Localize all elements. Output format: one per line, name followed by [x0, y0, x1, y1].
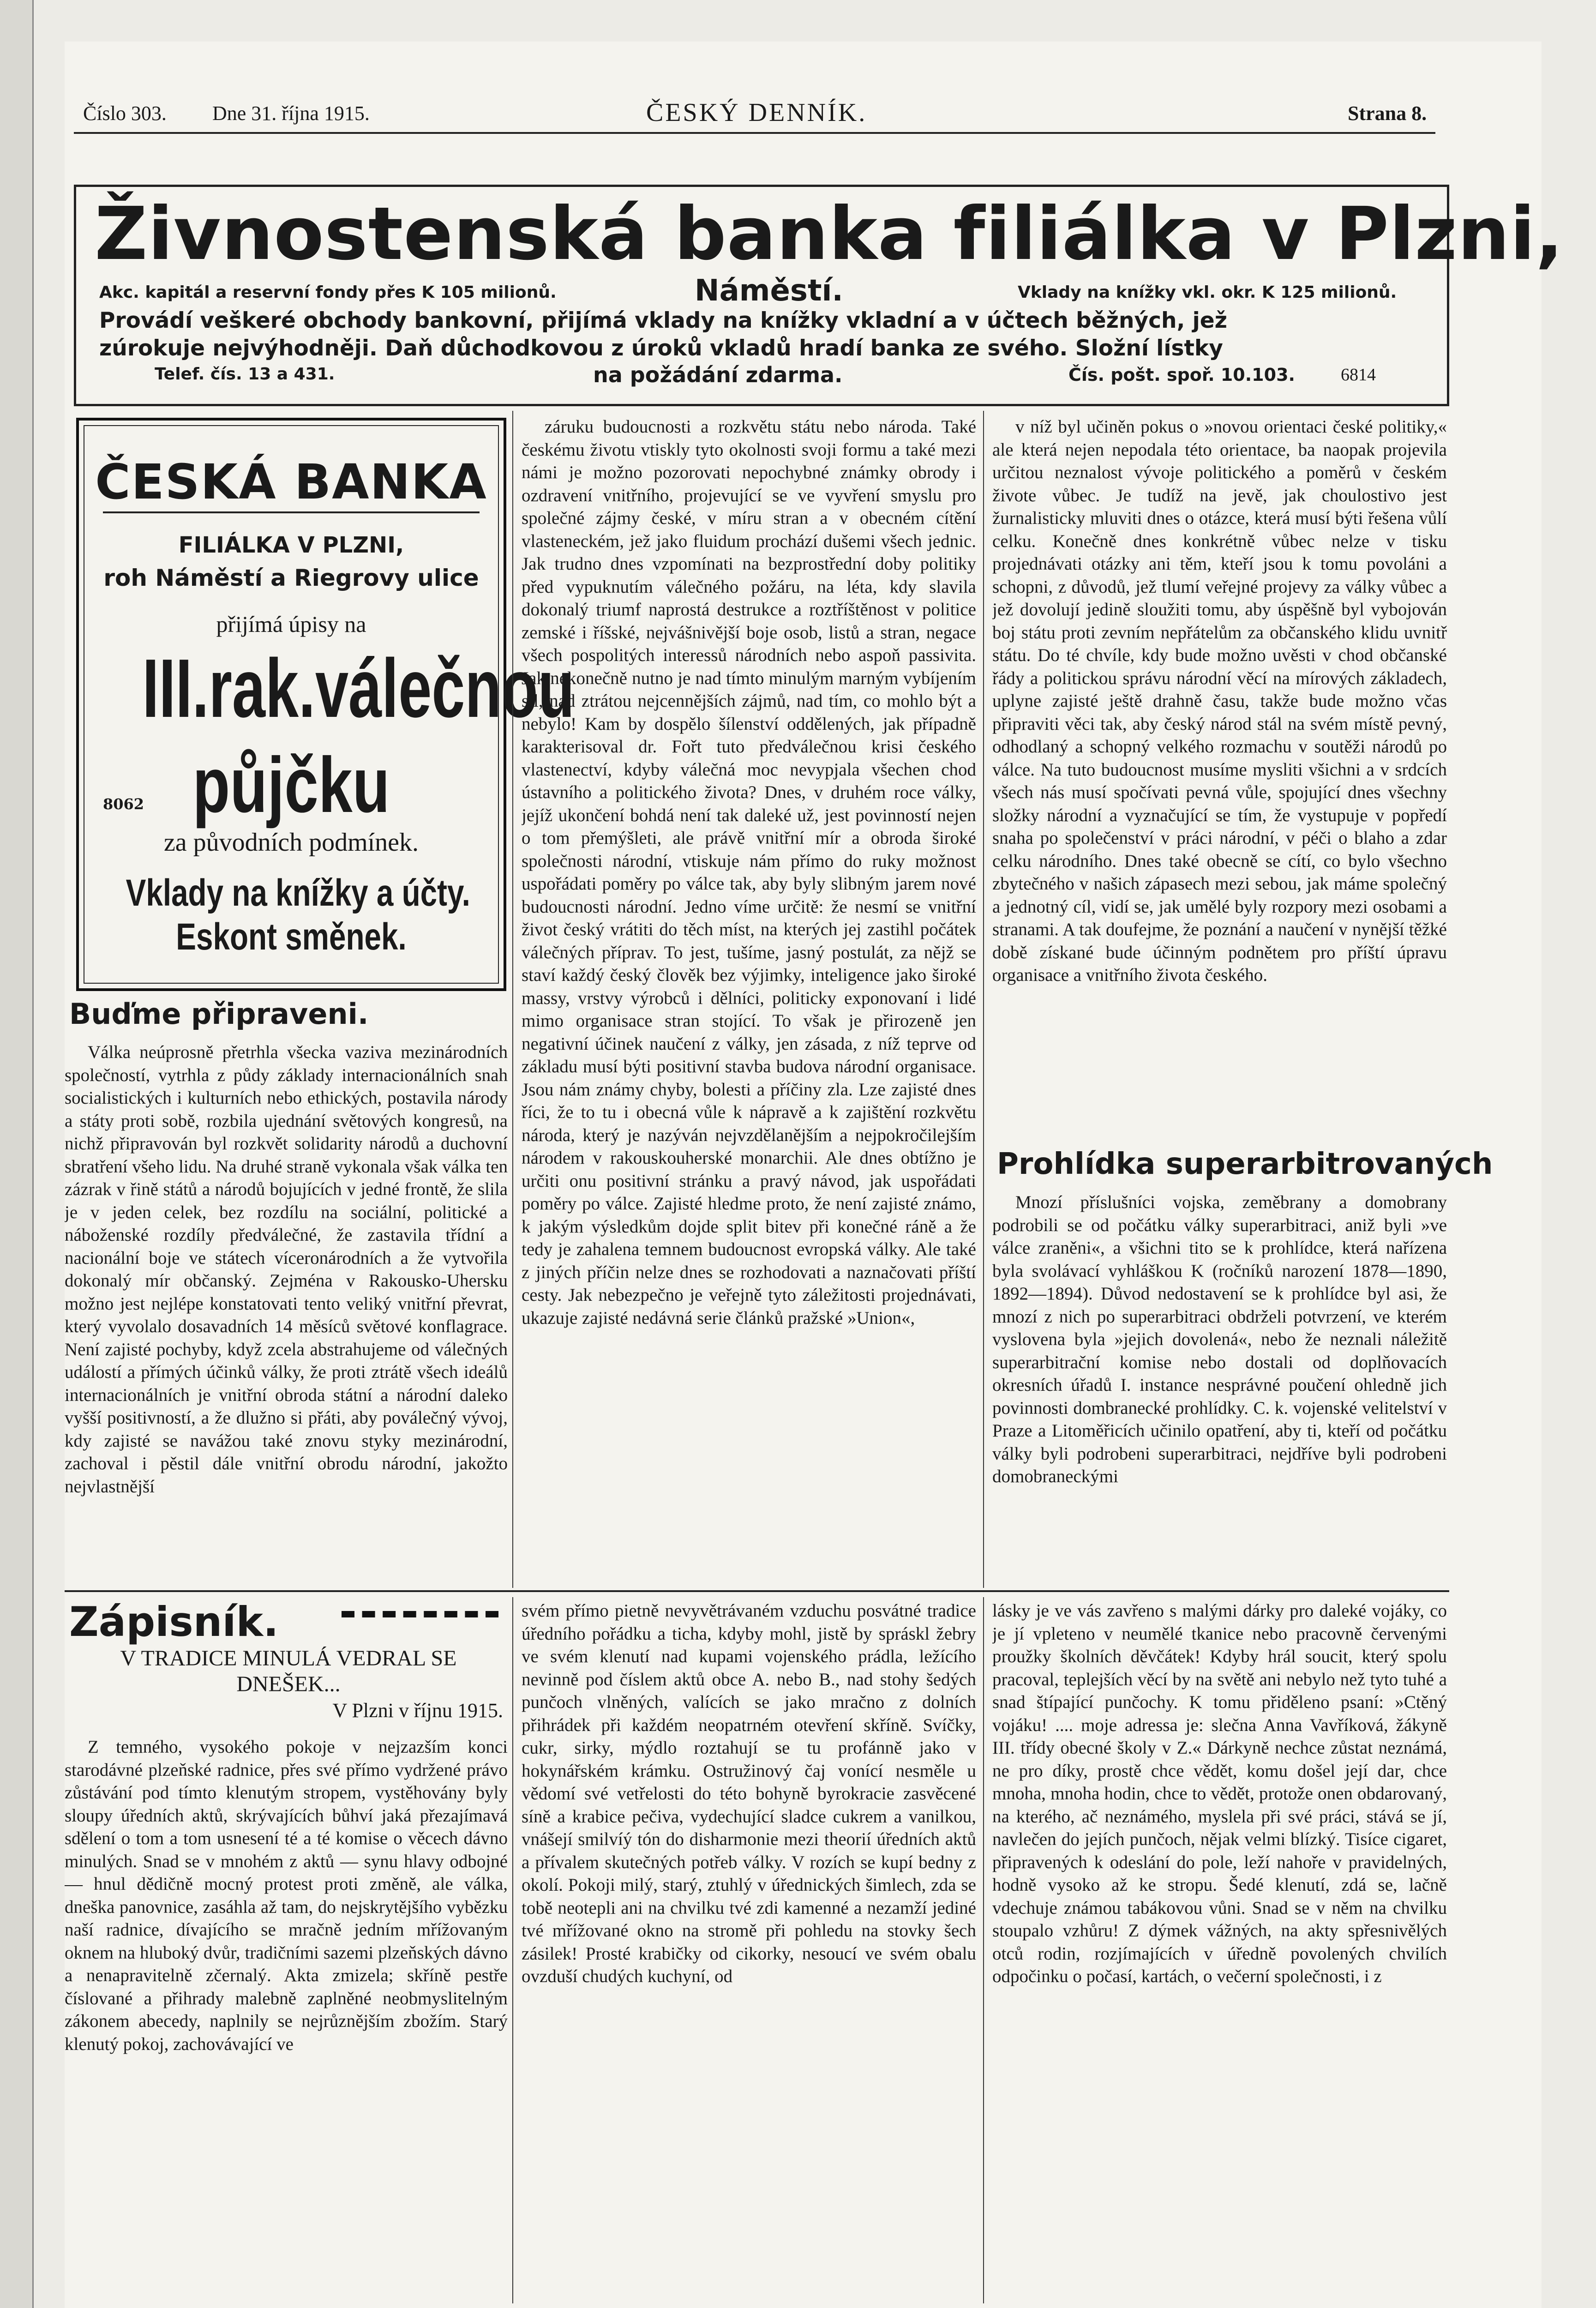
- banner-deposits: Vklady na knížky vkl. okr. K 125 milionů.: [1018, 283, 1397, 302]
- article2-title: Prohlídka superarbitrovaných: [997, 1147, 1493, 1181]
- issue-date: Dne 31. října 1915.: [212, 102, 370, 125]
- ad-code: 8062: [103, 795, 144, 813]
- issue-number: Číslo 303.: [83, 102, 167, 125]
- ad-branch: FILIÁLKA V PLZNI,: [178, 532, 404, 558]
- article1-col1: Válka neúprosně přetrhla všecka vaziva mezinárodních společností, vytrhla z půdy základy internacionálních snah socialistických i kulturních nebo ethických, postavila národy a státy proti sobě, rozbila ujednání světových kongresů, na nichž připravován byl rozkvět solidarity národů a duchovní sbratření všeho lidu. Na druhé straně vykonala však válka ten zázrak v řině států a národů bojujících v jedné frontě, že slila je v jeden celek, bez rozdílu na sociální, politické a náboženské rozdíly předválečné, že zastavila třídní a nacionální boje ve státech víceronárodních a že vytvořila dokonalý mír občanský. Zejména v Rakousko-Uhersku možno jest nejlépe konstatovati tento veliký vnitřní převrat, který vyvolalo dosavadních 14 měsíců světové konflagrace. Není zajisté pochyby, když zcela abstrahujeme od válečných událostí a přímých účinků války, že proti ztrátě všech ideálů internacionálních je vnitřní obroda státní a národní daleko vyšší positivností, a že dlužno si přáti, aby poválečný vývoj, kdy zajisté se navážou také znovu styky mezinárodní, zachoval i pěstil dále vnitřní obrodu národní, jakožto nejvlastnější: [65, 1042, 508, 1497]
- ad-discount: Eskont směnek.: [176, 916, 407, 958]
- banner-interest: zúrokuje nejvýhodněji. Daň důchodkovou z úroků vkladů hradí banka ze svého. Složní lístky: [99, 336, 1223, 361]
- column-rule-2: [983, 411, 984, 1588]
- ad-corner: roh Náměstí a Riegrovy ulice: [103, 565, 479, 591]
- banner-free: na požádání zdarma.: [593, 362, 843, 387]
- ad-accepts: přijímá úpisy na: [216, 611, 366, 637]
- ad-loan-line2: půjčku: [192, 741, 390, 829]
- article3-col3: lásky je ve vás zavřeno s malými dárky pro daleké vojáky, co je jí vpleteno v neumělé tkanice nebo pracovně červenými proužky školních děvčátek! Kdyby hrál soucit, který spolu pracoval, teplejších věcí by na světě ani nebylo než tyto tuhé a snad štípající punčochy. K tomu přiděleno psaní: »Ctěný vojáku! .... moje adressa je: slečna Anna Vavříková, žákyně III. třídy obecné školy v Z.« Dárkyně nechce zůstat neznámá, ne pro díky, prostě chce vědět, komu došel její dar, chce mnoha, mnoha hodin, chce to vědět, protože onen obdarovaný, na kterého, ač neznámého, myslela při své práci, stává se jí, navlečen do jejích punčoch, nějak velmi blízký. Tisíce cigaret, připravených k odeslání do pole, leží nahoře v pravidelných, hodně vysoko až ke stropu. Šedé klenutí, zdá se, lačně vdechuje známou tabákovou vůni. Snad se v něm na chvilku stoupalo vzhůru! Z dýmek vážných, na akty spřesnivělých otců rodin, rozjímajících v úředně povolených chvilích odpočinku o počasí, kartách, o večerní společnosti, i z: [992, 1601, 1447, 1986]
- banner-square: Náměstí.: [695, 274, 843, 308]
- article3-subtitle: V TRADICE MINULÁ VEDRAL SE DNEŠEK...: [120, 1646, 457, 1696]
- page-number: Strana 8.: [1348, 102, 1427, 125]
- article2-text: Mnozí příslušníci vojska, zeměbrany a domobrany podrobili se od počátku války superarbitraci, aniž byli »ve válce zraněni«, a všichni tito se k prohlídce, která nařízena byla svolávací vyhláškou K (ročníků narození 1878—1890, 1892—1894). Důvod nedostavení se k prohlídce byl asi, že mnozí z nich po superarbitraci obdrželi potvrzení, ve kterém vyslovena byla »jejich dovolená«, nebo že neznali náležitě superarbitrační komise nebo dostali od doplňovacích okresních úřadů I. instance nesprávné poučení ohledně jich povinnosti dombranecké prohlídky. C. k. vojenské velitelství v Praze a Litoměřicích učinilo opatření, aby ti, kteří od počátku války byli podrobeni superarbitraci, nejdříve byli podrobeni domobraneckými: [992, 1192, 1447, 1486]
- section-rule: [65, 1590, 1449, 1592]
- ad-loan-line1: III.rak.válečnou: [142, 642, 575, 735]
- article1-col3: v níž byl učiněn pokus o »novou orientaci české politiky,« ale která nejen nepodala této orientace, ba naopak projevila určitou neznalost vývoje politického a poměrů v českém živote vůbec. Je tudíž na jevě, jak choulostivo jest žurnalisticky mluviti dnes o otázce, která musí býti řešena vůlí celku. Konečně dnes konkrétně vůbec nelze v tisku projednávati otázky ani těm, kteří jsou k tomu povoláni a schopni, z důvodů, jež tlumí veřejné projevy za války vůbec a jež dovolují jedině sloužiti tomu, aby úspěšně byl vybojován boj státu proti zevním nepřátelům za občanského klidu uvnitř státu. Do té chvíle, kdy bude možno uvěsti v chod občanské řády a politickou správu národní věcí na mírových základech, uplyne zajisté ještě drahně času, takže bude možno včas připraviti věci tak, aby český národ stál na svém místě pevný, odhodlaný a schopný velkého rozmachu v soutěži národů po válce. Na tuto budoucnost musíme mysliti všichni a v srdcích všech nás musí spočívati pevná vůle, spojující dnes všechny složky národní a vyznačující se tím, že vystupuje v popředí snaha po společenství v práci národní, v péči o blaho a zdar celku národního. Dnes také obecně se cítí, co bylo všechno zbytečného v našich zápasech mezi sebou, jak máme společný a jednotný cíl, vidí se, jak umělé byly rozpory mezi osobami a stranami. A tak doufejme, že poznání a naučení v nynější těžké době získané bude účinným podnětem pro příští úpravu organisace a vnitřního života českého.: [992, 417, 1447, 985]
- page-header: [74, 98, 1435, 138]
- article3-title: Zápisník.: [69, 1598, 279, 1646]
- ad-rule: [103, 511, 480, 513]
- banner-title: Živnostenská banka filiálka v Plzni,: [95, 192, 1564, 276]
- banner-capital: Akc. kapitál a reservní fondy přes K 105 milionů.: [99, 283, 557, 302]
- column-rule-3: [512, 1597, 513, 2303]
- banner-phone: Telef. čís. 13 a 431.: [155, 365, 335, 384]
- article3-col2: svém přímo pietně nevyvětrávaném vzduchu posvátné tradice úředního pořádku a ticha, kdyby mohl, jistě by spráskl žebry ve svém klenutí nad kupami vojenského prádla, ležícího nevinně pod číslem aktů obce A. nebo B., nad stohy šedých punčoch vlněných, valících se jako mračno z dolních přihrádek při každém neopatrném otevření skříně. Svíčky, cukr, sirky, mýdlo roztahují se tu profánně jako v hokynářském krámku. Ostružinový čaj vonící nesměle u vědomí své vetřelosti do této bohyně byrokracie zasvěcené síně a krabice pečiva, vydechující sladce cukrem a vanilkou, vnášejí smilvíý tón do disharmonie mezi theorií úředních aktů a přívalem skutečných potřeb války. V rozích se kupí bedny z okolí. Pokoji milý, starý, ztuhlý v úřednických šimlech, zda se tobě neotepli ani na chvilku tvé zdi kamenné a nezamží jediné tvé mřížované okno na stromě při pohledu na stovky šech zásilek! Prosté krabičky od cikorky, nesoucí ve svém obalu ovzduší chudých kuchyní, od: [522, 1601, 976, 1986]
- ad-bank-name: ČESKÁ BANKA: [95, 454, 487, 510]
- article1-col2: záruku budoucnosti a rozkvětu státu nebo národa. Také českému životu vtiskly tyto okolnosti svoji formu a také mezi námi je možno pozorovati nepochybné známky obrody i ozdravení vnitřního, projevující se ve vyvření smyslu pro společné zájmy české, v míru stran a v obecném cítění vlasteneckém, jež jako fluidum prochází dušemi všech jednic. Jak trudno dnes vzpomínati na bezprostřední doby politiky před vypuknutím válečného požáru, na léta, kdy slavila dokonalý triumf naprostá destrukce a roztříštěnost v politice zemské i říšské, nejvášnivější boje osob, listů a stran, negace všech pospolitých interessů národních nebo aspoň passivita. Jak nekonečně nutno je nad tímto minulým marným vybíjením sil, nad ztrátou nejcennějších zájmů, nad tím, co mohlo být a nebylo! Kam by dospělo šílenství oddělených, jak případně karakterisoval dr. Fořt tuto předválečnou krisi českého vlastenectví, kdyby válečná moc nevypjala všechen chod ústavního a politického života? Dnes, v druhém roce války, jejíž ukončení bohdá není tak daleké už, jest povinností nejen o tom přemýšleti, ale právě vnitřní mír a obroda široké společnosti národní, vtiskuje nám přímo do ruky možnost uspořádati poměry po válce tak, aby byly slibným jarem nové budoucnosti národní. Jedno víme určitě: že nesmí se vnitřní život český vrátiti do těch míst, na kterých jej zastihl počátek válečných příprav. To jest, tušíme, jasný postulát, za nějž se staví každý český člověk bez výjimky, inteligence jako široké massy, vrstvy výrobců i dělníci, politicky exponovaní i lidé mimo organisace stran stojící. To však je přirozeně jen negativní účinek naučení z války, jen zásada, z níž teprve od základu musí býti positivní stavba budova národní organisace. Jsou nám známy chyby, bolesti a příčiny zla. Lze zajisté dnes říci, že to tu i obecná vůle k nápravě a k zajištění rozkvětu národa, který je nazýván nejvzdělanějším a nejpokročilejším národem v rakouskouherské monarchii. Ale dnes obtížno je určiti onu positivní stránku a pravý návod, jak uspořádati poměry po válce. Zajisté hledme proto, že není zajisté známo, k jakým výsledkům dojde split bitev při konečné ráně a že tedy je zahalena temnem budoucnost evropská války. Ale také z jiných příčin nelze dnes se rozhodovati a naznačovati příští cesty. Jak nebezpečno je veřejně tyto záležitosti projednávati, ukazuje zajisté nedávná serie článků pražské »Union«,: [522, 417, 976, 1328]
- ad-inner-frame: [84, 425, 575, 984]
- previous-page-edge: [0, 0, 34, 2308]
- ad-deposits: Vklady na knížky a účty.: [126, 872, 470, 914]
- article3-col1: Z temného, vysokého pokoje v nejzazším konci starodávné plzeňské radnice, přes své přímo vydržené právo zůstávání pod tímto klenutým stropem, vystěhovány byly sloupy úředních aktů, skrývajících bůhví jaká přezajímavá sdělení o tom a tom usnesení té a té komise o věcech dávno minulých. Snad se v mnohém z aktů — synu hlavy odbojné — hnul dědičně mocný protest proti změně, ale válka, dneška panovnice, zasáhla až tam, do nejskrytějšího vybězku naší radnice, dívajícího se mračně jedním mřížovaným oknem na hluboký dvůr, tradičními sazemi plzeňských dávno a nenapravitelně zčernalý. Akta zmizela; skříně pestře číslované a přihrady malebně zaplněné neobmyslitelným zákonem abecedy, naplnily se nejrůznějším zbožím. Starý klenutý pokoj, zachovávající ve: [65, 1737, 508, 2054]
- ceska-banka-ad: [76, 418, 575, 991]
- ad-terms: za původních podmínek.: [163, 828, 419, 857]
- title-dashes: [342, 1611, 498, 1617]
- zivnostenska-banka-ad: [74, 185, 1564, 406]
- article1-title: Buďme připraveni.: [69, 997, 369, 1031]
- column-rule-1: [512, 411, 513, 1588]
- banner-postal: Čís. pošt. spoř. 10.103.: [1068, 365, 1295, 385]
- banner-services: Provádí veškeré obchody bankovní, přijímá vklady na knížky vkladní a v účtech běžných, jež: [99, 308, 1227, 333]
- column-rule-4: [983, 1597, 984, 2303]
- paper-title: ČESKÝ DENNÍK.: [646, 98, 867, 127]
- header-rule: [74, 132, 1435, 134]
- article3-place: V Plzni v říjnu 1915.: [332, 1699, 503, 1722]
- banner-code: 6814: [1341, 365, 1376, 385]
